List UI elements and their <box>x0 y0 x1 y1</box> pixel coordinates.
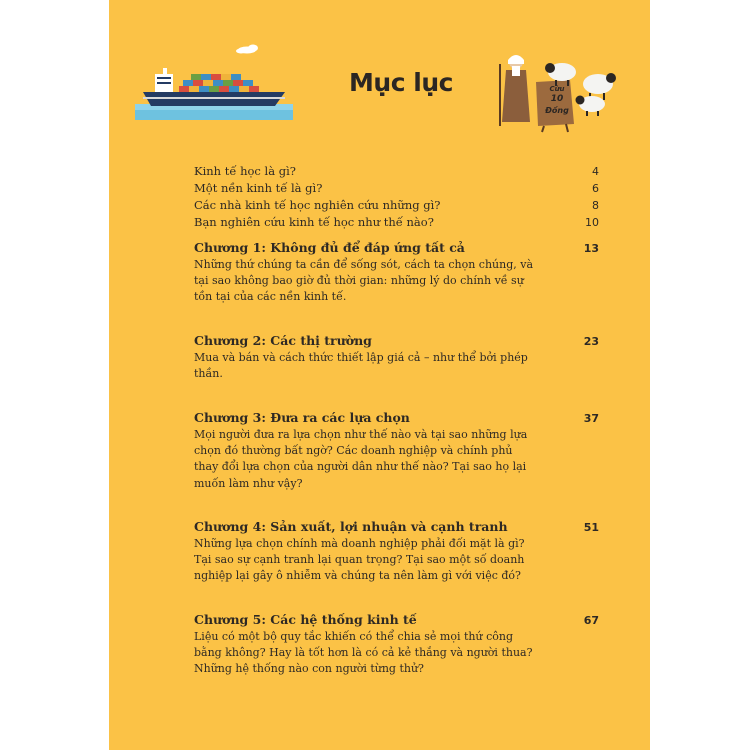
toc-entry-label: Bạn nghiên cứu kinh tế học như thế nào? <box>194 215 434 229</box>
cargo-ship-illustration <box>135 40 295 125</box>
chapter-title: Chương 3: Đưa ra các lựa chọn <box>194 410 410 425</box>
chapter-5-entry[interactable] <box>194 611 599 678</box>
chapter-description: Những lựa chọn chính mà doanh nghiệp phải đối mặt là gì? Tại sao sự cạnh tranh lại quan trọng? Tại sao một số doanh nghiệp lại gây ô nhiễm và chúng ta nên làm gì với việc đó? <box>194 537 525 583</box>
toc-entry-label: Một nền kinh tế là gì? <box>194 181 323 195</box>
toc-entry[interactable] <box>194 163 599 180</box>
chapter-page: 23 <box>583 335 599 348</box>
chapter-2-entry[interactable] <box>194 332 599 382</box>
chapter-description: Liệu có một bộ quy tắc khiến có thể chia sẻ mọi thứ công bằng không? Hay là tốt hơn là có cả kẻ thắng và người thua? Những hệ thống nào con người từng thử? <box>194 630 533 676</box>
chapter-page: 67 <box>583 614 599 627</box>
chapter-title: Chương 1: Không đủ để đáp ứng tất cả <box>194 240 465 255</box>
chapter-title: Chương 5: Các hệ thống kinh tế <box>194 612 417 627</box>
chapter-1-entry[interactable] <box>194 239 599 306</box>
toc-entry-page: 10 <box>585 216 599 229</box>
chapter-3-entry[interactable] <box>194 409 599 492</box>
toc-entry-page: 8 <box>592 199 599 212</box>
chapter-description: Mọi người đưa ra lựa chọn như thế nào và tại sao những lựa chọn đó thường bất ngờ? Các doanh nghiệp và chính phủ thay đổi lựa chọn của người dân như thế nào? Tại sao họ lại muốn làm như vậy? <box>194 428 528 490</box>
intro-entries <box>194 163 599 231</box>
chapter-description: Mua và bán và cách thức thiết lập giá cả – như thể bởi phép thần. <box>194 351 528 381</box>
page-title: Mục lục <box>349 68 453 97</box>
toc-entry[interactable] <box>194 214 599 231</box>
book-page <box>109 0 650 750</box>
toc-entry-page: 4 <box>592 165 599 178</box>
toc-entry-label: Các nhà kinh tế học nghiên cứu những gì? <box>194 198 441 212</box>
toc-entry[interactable] <box>194 180 599 197</box>
sign-text-line1: Cừu <box>549 85 565 93</box>
toc-entry-page: 6 <box>592 182 599 195</box>
chapter-page: 37 <box>583 412 599 425</box>
chapter-page: 13 <box>583 242 599 255</box>
chapter-4-entry[interactable] <box>194 518 599 585</box>
chapter-page: 51 <box>583 521 599 534</box>
toc-entry-label: Kinh tế học là gì? <box>194 164 296 178</box>
chapter-title: Chương 4: Sản xuất, lợi nhuận và cạnh tranh <box>194 519 508 534</box>
toc-entry[interactable] <box>194 197 599 214</box>
chapter-description: Những thứ chúng ta cần để sống sót, cách ta chọn chúng, và tại sao không bao giờ đủ thời gian: những lý do chính về sự tồn tại của các nền kinh tế. <box>194 258 534 304</box>
sign-text-line3: Đồng <box>545 106 569 115</box>
chapter-title: Chương 2: Các thị trường <box>194 333 372 348</box>
sign-text-line2: 10 <box>550 94 564 104</box>
